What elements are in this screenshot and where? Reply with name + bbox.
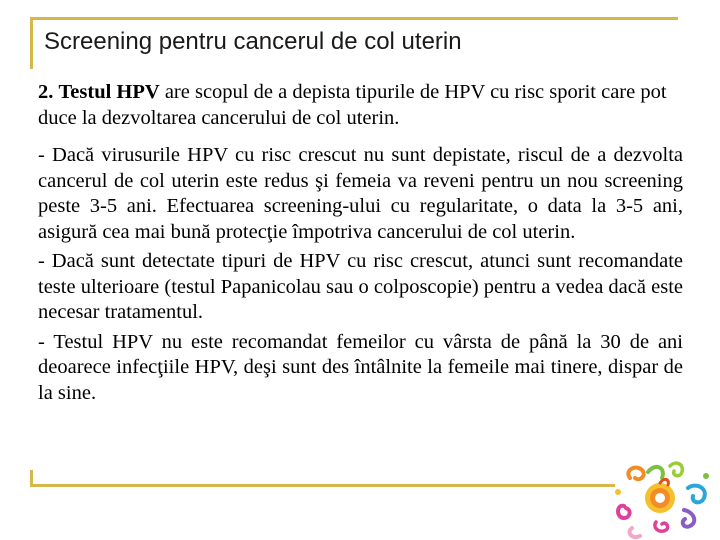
bullet-paragraph: - Dacă sunt detectate tipuri de HPV cu risc crescut, atunci sunt recomandate teste ulterioare (testul Papanicolau sau o colposcopie) pentru a vedea dacă este necesar tratamentul.	[38, 250, 683, 323]
lead-term: Testul HPV	[58, 81, 160, 103]
slide-title: Screening pentru cancerul de col uterin	[44, 28, 462, 55]
lead-text: are scopul de a depista tipurile de HPV cu risc sporit care pot duce la dezvoltarea cancerului de col uterin.	[38, 81, 667, 129]
bullet-paragraph: - Testul HPV nu este recomandat femeilor cu vârsta de până la 30 de ani deoarece infecţiile HPV, deşi sunt des întâlnite la femeile mai tinere, dispar de la sine.	[38, 330, 683, 404]
lead-number: 2.	[38, 81, 54, 103]
lead-paragraph	[38, 80, 683, 131]
bullet-paragraph: - Dacă virusurile HPV cu risc crescut nu sunt depistate, riscul de a dezvolta cancerul de col uterin este redus şi femeia va reveni pentru un nou screening peste 3-5 ani. Efectuarea screening-ului cu regularitate, o data la 3-5 ani, asigură cea mai bună protecţie împotriva cancerului de col uterin.	[38, 144, 683, 243]
title-frame-top-line	[30, 17, 678, 20]
title-frame-left-line	[30, 17, 33, 69]
swirl-flower-ornament-icon	[610, 458, 718, 540]
slide-body	[38, 80, 683, 410]
bottom-frame-line	[30, 484, 615, 487]
